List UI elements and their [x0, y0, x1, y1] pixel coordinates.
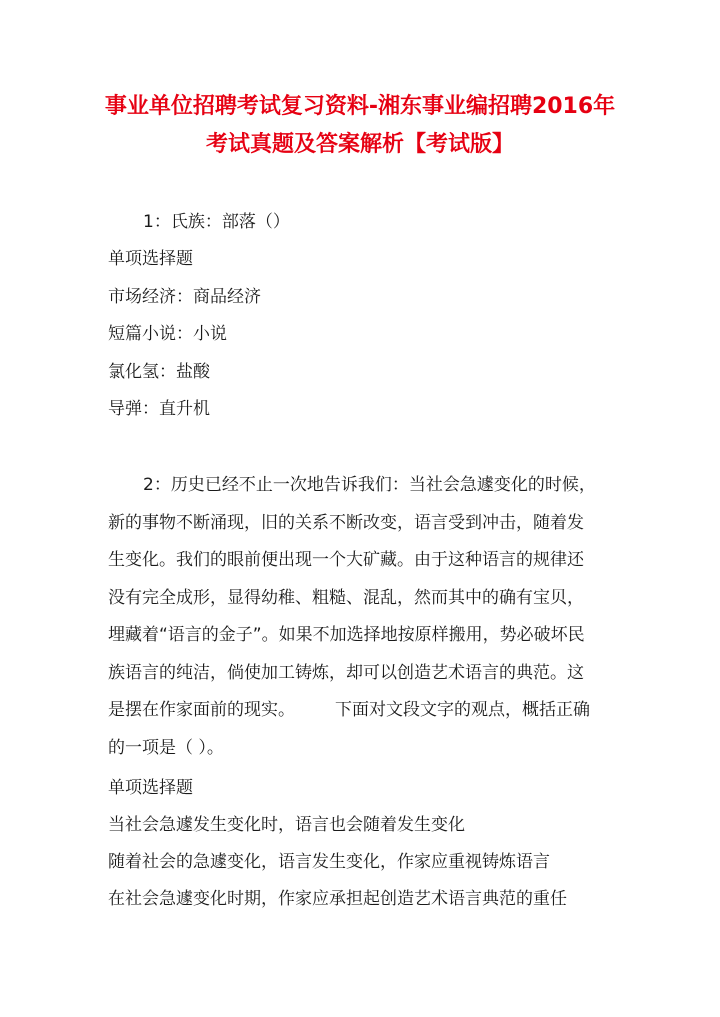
- question-2-stem: [108, 467, 612, 767]
- question-2-line: 下面对文段文字的观点，概括正确: [335, 700, 590, 720]
- question-2-option-a: 当社会急遽发生变化时，语言也会随着发生变化: [108, 815, 465, 835]
- question-1-option-c: 氯化氢：盐酸: [108, 362, 210, 382]
- question-2-line: 是摆在作家面前的现实。: [108, 700, 295, 720]
- question-2-option-c: 在社会急遽变化时期，作家应承担起创造艺术语言典范的重任: [108, 889, 567, 909]
- question-1-option-d: 导弹：直升机: [108, 399, 210, 419]
- question-1-option-a: 市场经济：商品经济: [108, 287, 261, 307]
- question-2-line: 族语言的纯洁，倘使加工铸炼，却可以创造艺术语言的典范。这: [108, 662, 584, 683]
- question-2-option-b: 随着社会的急遽变化，语言发生变化，作家应重视铸炼语言: [108, 852, 550, 872]
- question-2-line: 2：历史已经不止一次地告诉我们：当社会急遽变化的时候，: [143, 475, 596, 495]
- question-2-line-group: [108, 692, 612, 730]
- question-1-type: 单项选择题: [108, 249, 193, 269]
- question-2-line: 没有完全成形，显得幼稚、粗糙、混乱，然而其中的确有宝贝，: [108, 587, 584, 608]
- title-line-2: 考试真题及答案解析【考试版】: [205, 132, 514, 157]
- question-1-option-b: 短篇小说：小说: [108, 324, 227, 344]
- question-2-line: 生变化。我们的眼前便出现一个大矿藏。由于这种语言的规律还: [108, 550, 584, 570]
- title-line-1: 事业单位招聘考试复习资料-湘东事业编招聘2016年: [104, 94, 616, 119]
- question-2-line: 埋藏着“语言的金子”。如果不加选择地按原样搬用，势必破坏民: [108, 625, 585, 645]
- question-1-stem: 1：氏族：部落（）: [143, 212, 290, 232]
- question-2-type: 单项选择题: [108, 778, 193, 798]
- document-title: [60, 88, 660, 164]
- question-2-line: 的一项是（ ）。: [108, 737, 224, 758]
- question-2-line: 新的事物不断涌现，旧的关系不断改变，语言受到冲击，随着发: [108, 512, 584, 533]
